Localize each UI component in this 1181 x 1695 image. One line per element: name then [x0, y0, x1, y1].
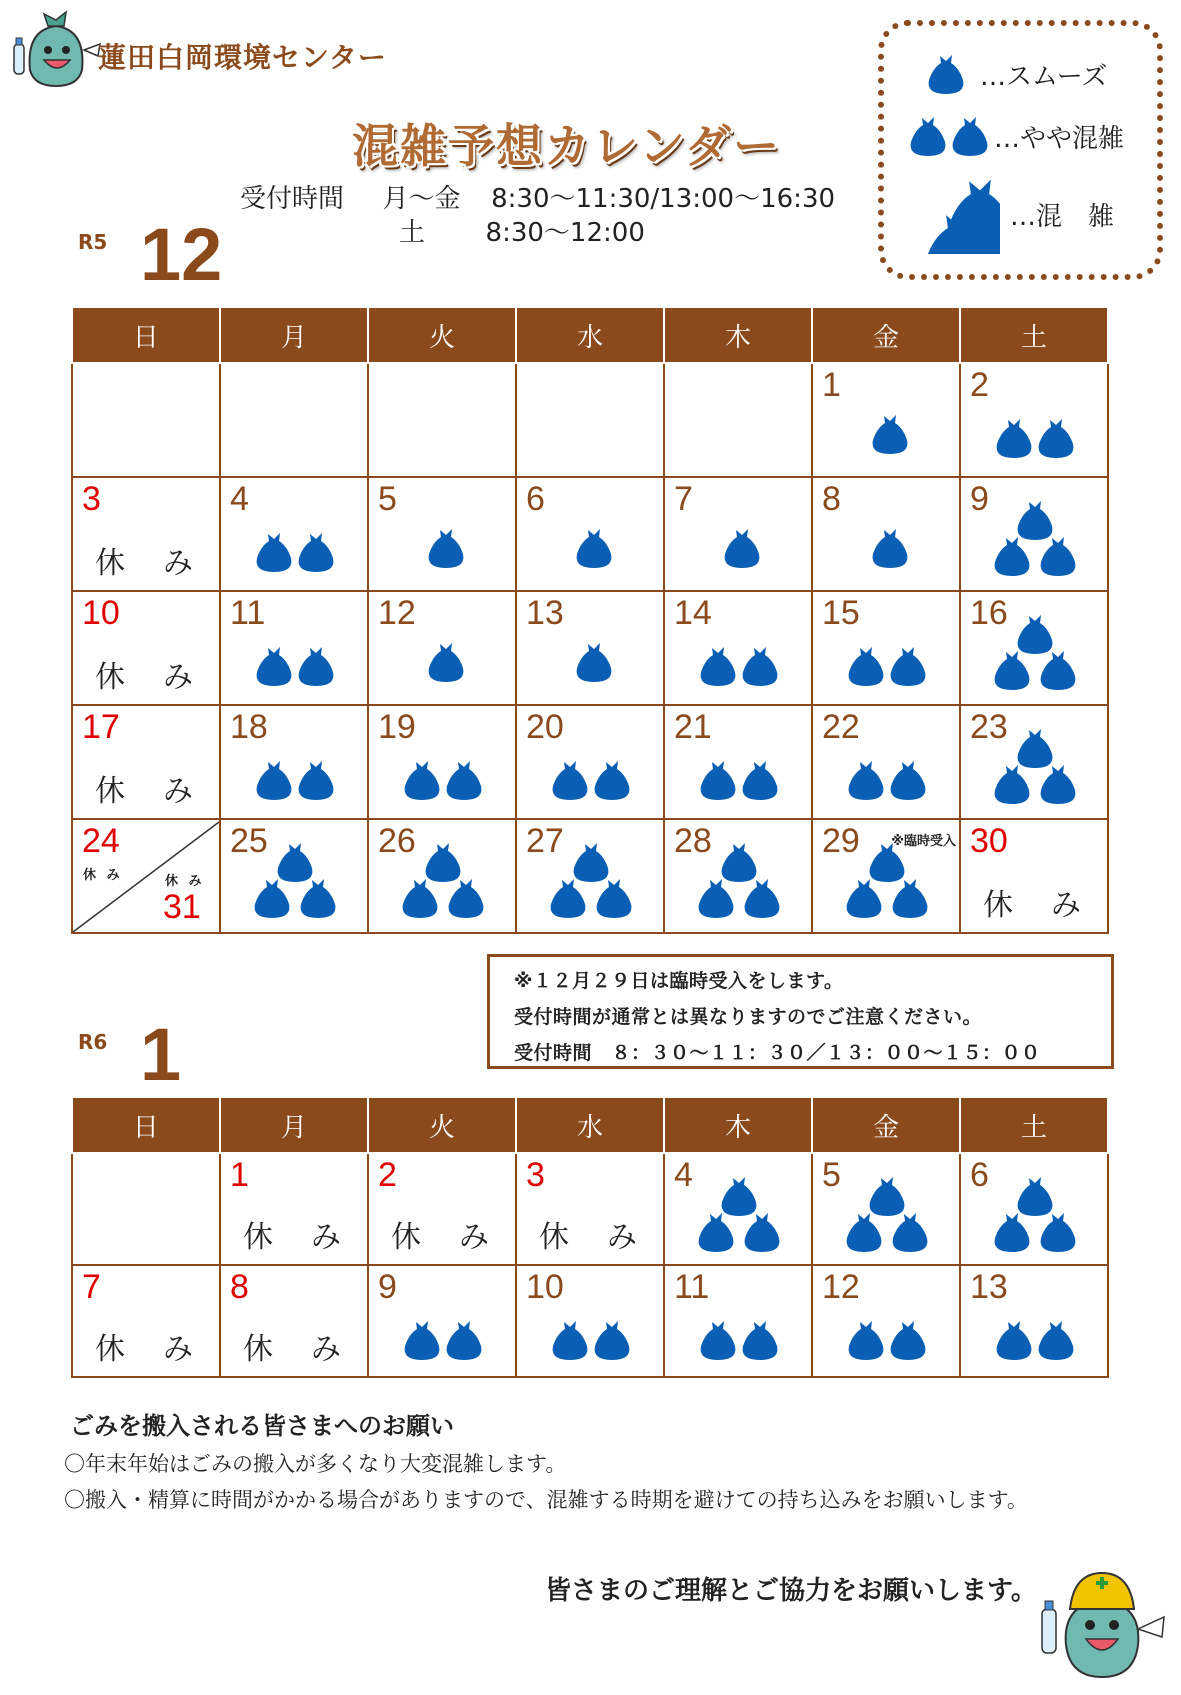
mascot-helmet [1040, 1565, 1170, 1690]
bag-icon [1018, 729, 1053, 768]
weekday-header: 火 [368, 307, 516, 363]
bag-icon [257, 647, 292, 686]
day-cell [516, 477, 664, 591]
day-number: 14 [674, 594, 712, 632]
day-cell [960, 705, 1108, 819]
bag-icon [429, 643, 464, 682]
closed-label: 休 み [95, 774, 197, 809]
week-row [72, 705, 1108, 819]
request-item: 〇搬入・精算に時間がかかる場合がありますので、混雑する時期を避けての持ち込みをお願いします。 [64, 1488, 1028, 1512]
bag-icon [745, 879, 780, 918]
day-cell [220, 819, 368, 933]
calendar-january [71, 1096, 1109, 1378]
request-item: 〇年末年始はごみの搬入が多くなり大変混雑します。 [64, 1452, 567, 1476]
day-cell [812, 363, 960, 477]
weekday-header: 水 [516, 307, 664, 363]
bag-icon [701, 761, 736, 800]
day-cell [368, 1153, 516, 1265]
bag-icon [893, 1213, 928, 1252]
day-number: 19 [378, 708, 416, 746]
bag-icon [847, 1213, 882, 1252]
hours-weekday-day: 月～金 [382, 184, 461, 214]
bag-icon [699, 879, 734, 918]
legend-smooth-label: …スムーズ [980, 61, 1108, 92]
day-number: 6 [526, 480, 545, 518]
day-cell [664, 477, 812, 591]
day-number: 5 [378, 480, 397, 518]
legend-smooth [926, 52, 1107, 96]
closed-label-small: 休 み [83, 868, 123, 883]
day-number: 29 [822, 822, 860, 860]
day-cell [368, 477, 516, 591]
bag-icon [1018, 615, 1053, 654]
closed-label: 休 み [539, 1220, 641, 1255]
bag-icon [701, 1321, 736, 1360]
week-row [72, 477, 1108, 591]
week-row [72, 1265, 1108, 1377]
hours-label: 受付時間 [240, 184, 345, 214]
day-number: 27 [526, 822, 564, 860]
bag-icon [926, 52, 966, 96]
org-name: 蓮田白岡環境センター [98, 41, 387, 74]
bag-icon [847, 879, 882, 918]
day-cell [516, 819, 664, 933]
day-number: 13 [526, 594, 564, 632]
bag-icon [553, 1321, 588, 1360]
bag-icon [597, 879, 632, 918]
day-number: 28 [674, 822, 712, 860]
day-number: 5 [822, 1156, 841, 1194]
weekday-header: 日 [72, 307, 220, 363]
day-number: 2 [378, 1156, 397, 1194]
bag-icon [950, 114, 990, 158]
bag-icon [595, 1321, 630, 1360]
closed-label: 休 み [391, 1220, 493, 1255]
day-number: 1 [230, 1156, 249, 1194]
day-number: 10 [526, 1268, 564, 1306]
bag-icon [995, 537, 1030, 576]
bag-icon [278, 843, 313, 882]
era-label: R6 [78, 1030, 108, 1054]
bag-icon [1039, 419, 1074, 458]
day-cell [812, 1265, 960, 1377]
day-number: 13 [970, 1268, 1008, 1306]
day-number: 20 [526, 708, 564, 746]
bag-icon [745, 1213, 780, 1252]
day-cell [812, 591, 960, 705]
era-label: R5 [78, 230, 108, 254]
day-cell [960, 591, 1108, 705]
weekday-header: 土 [960, 307, 1108, 363]
empty-cell [220, 363, 368, 477]
bag-icon [893, 879, 928, 918]
legend-somewhat [908, 114, 1124, 158]
month-number: 12 [140, 213, 223, 296]
mascot-logo [8, 10, 103, 90]
notice-box [487, 954, 1114, 1069]
day-cell [72, 477, 220, 591]
bag-icon [299, 533, 334, 572]
day-number: 4 [674, 1156, 693, 1194]
bag-icon [1041, 1213, 1076, 1252]
day-cell [812, 1153, 960, 1265]
bag-icon [257, 761, 292, 800]
notice-line: 受付時間 ８：３０～１１：３０／１３：００～１５：００ [514, 1042, 1041, 1064]
weekday-header: 土 [960, 1097, 1108, 1153]
day-number: 16 [970, 594, 1008, 632]
weekday-header: 木 [664, 1097, 812, 1153]
weekday-header: 日 [72, 1097, 220, 1153]
bag-icon [574, 843, 609, 882]
weekday-header: 月 [220, 307, 368, 363]
day-cell [220, 477, 368, 591]
empty-cell [664, 363, 812, 477]
day-number: 11 [230, 594, 266, 632]
day-number: 31 [163, 888, 201, 926]
day-number: 18 [230, 708, 268, 746]
bag-cluster-icon [910, 174, 1000, 254]
day-cell [664, 819, 812, 933]
notice-line: ※１２月２９日は臨時受入をします。 [514, 970, 844, 992]
day-cell [516, 591, 664, 705]
bag-icon [849, 1321, 884, 1360]
day-number: 21 [674, 708, 712, 746]
bag-icon [725, 529, 760, 568]
day-cell [960, 363, 1108, 477]
day-number: 8 [822, 480, 841, 518]
day-cell [220, 705, 368, 819]
bag-icon [743, 647, 778, 686]
bag-icon [405, 761, 440, 800]
day-number: 9 [970, 480, 989, 518]
day-number: 6 [970, 1156, 989, 1194]
hours-weekday [240, 178, 835, 215]
day-number: 26 [378, 822, 416, 860]
bag-icon [997, 1321, 1032, 1360]
bag-icon [299, 647, 334, 686]
bag-icon [595, 761, 630, 800]
day-cell [664, 591, 812, 705]
bag-icon [995, 651, 1030, 690]
day-number: 2 [970, 366, 989, 404]
hours-weekday-time: 8:30～11:30/13:00～16:30 [491, 184, 836, 214]
hours-saturday-day: 土 [399, 218, 426, 248]
weekday-header: 火 [368, 1097, 516, 1153]
day-number: 3 [82, 480, 101, 518]
day-cell [516, 705, 664, 819]
day-cell [516, 1265, 664, 1377]
day-cell [664, 1265, 812, 1377]
bag-icon [995, 1213, 1030, 1252]
day-cell [960, 1265, 1108, 1377]
day-number: 24 [82, 822, 120, 860]
legend-crowded-label: …混 雑 [1010, 201, 1115, 232]
bag-icon [908, 114, 948, 158]
bag-icon [891, 1321, 926, 1360]
day-number: 30 [970, 822, 1008, 860]
bag-icon [1041, 537, 1076, 576]
bag-icon [1018, 1177, 1053, 1216]
weekday-header-row [72, 1097, 1108, 1153]
day-cell [220, 591, 368, 705]
day-cell [368, 705, 516, 819]
bag-icon [405, 1321, 440, 1360]
closed-label: 休 み [243, 1220, 345, 1255]
bag-icon [447, 1321, 482, 1360]
bag-icon [577, 643, 612, 682]
week-row [72, 1153, 1108, 1265]
day-number: 8 [230, 1268, 249, 1306]
bag-icon [1018, 501, 1053, 540]
day-number: 25 [230, 822, 268, 860]
request-title: ごみを搬入される皆さまへのお願い [70, 1412, 454, 1440]
day-number: 15 [822, 594, 860, 632]
week-row [72, 591, 1108, 705]
day-number: 22 [822, 708, 860, 746]
calendar-december [71, 306, 1109, 934]
bag-icon [1041, 651, 1076, 690]
closed-label: 休 み [95, 1332, 197, 1367]
bag-icon [743, 761, 778, 800]
day-number: 4 [230, 480, 249, 518]
bag-icon [743, 1321, 778, 1360]
bag-icon [257, 533, 292, 572]
bag-icon [997, 419, 1032, 458]
day-cell [664, 705, 812, 819]
day-number: 11 [674, 1268, 710, 1306]
weekday-header: 金 [812, 307, 960, 363]
closed-label-small: 休 み [165, 874, 205, 889]
weekday-header: 水 [516, 1097, 664, 1153]
empty-cell [72, 363, 220, 477]
weekday-header: 木 [664, 307, 812, 363]
bag-icon [701, 647, 736, 686]
day-number: 12 [378, 594, 416, 632]
day-cell [220, 1265, 368, 1377]
day-cell [664, 1153, 812, 1265]
bag-icon [1041, 765, 1076, 804]
bag-icon [873, 415, 908, 454]
bag-icon [449, 879, 484, 918]
hours-saturday [399, 212, 645, 249]
day-cell [72, 819, 220, 933]
closed-label: 休 み [95, 546, 197, 581]
day-number: 1 [822, 366, 841, 404]
day-number: 12 [822, 1268, 860, 1306]
day-cell [220, 1153, 368, 1265]
day-cell [812, 477, 960, 591]
day-number: 17 [82, 708, 120, 746]
day-cell [960, 1153, 1108, 1265]
bag-icon [255, 879, 290, 918]
day-cell [72, 1265, 220, 1377]
bag-icon [891, 647, 926, 686]
day-cell [72, 591, 220, 705]
empty-cell [516, 363, 664, 477]
day-cell [960, 477, 1108, 591]
month-number: 1 [140, 1013, 182, 1096]
bag-icon [299, 761, 334, 800]
bag-icon [995, 765, 1030, 804]
bag-icon [722, 1177, 757, 1216]
bag-icon [551, 879, 586, 918]
bag-icon [429, 529, 464, 568]
bag-icon [849, 647, 884, 686]
day-cell [960, 819, 1108, 933]
bag-icon [870, 1177, 905, 1216]
page-title: 混雑予想カレンダー [352, 119, 782, 173]
legend-crowded [910, 174, 1114, 254]
week-row [72, 819, 1108, 933]
day-cell [812, 819, 960, 933]
notice-line: 受付時間が通常とは異なりますのでご注意ください。 [514, 1006, 983, 1028]
bag-icon [873, 529, 908, 568]
weekday-header-row [72, 307, 1108, 363]
day-number: 7 [674, 480, 693, 518]
bag-icon [891, 761, 926, 800]
bag-icon [426, 843, 461, 882]
day-cell [516, 1153, 664, 1265]
closing-message: 皆さまのご理解とご協力をお願いします。 [545, 1576, 1037, 1606]
bag-icon [577, 529, 612, 568]
bag-icon [553, 761, 588, 800]
bag-icon [447, 761, 482, 800]
closed-label: 休 み [243, 1332, 345, 1367]
bag-icon [403, 879, 438, 918]
bag-icon [699, 1213, 734, 1252]
closed-label: 休 み [95, 660, 197, 695]
bag-icon [301, 879, 336, 918]
bag-icon [722, 843, 757, 882]
hours-saturday-time: 8:30～12:00 [485, 218, 645, 248]
day-cell [368, 1265, 516, 1377]
bag-icon [1039, 1321, 1074, 1360]
day-number: 10 [82, 594, 120, 632]
special-note: ※臨時受入 [891, 834, 956, 849]
legend [878, 20, 1163, 280]
empty-cell [368, 363, 516, 477]
day-number: 23 [970, 708, 1008, 746]
day-cell [812, 705, 960, 819]
empty-cell [72, 1153, 220, 1265]
week-row [72, 363, 1108, 477]
day-cell [368, 591, 516, 705]
weekday-header: 金 [812, 1097, 960, 1153]
day-number: 9 [378, 1268, 397, 1306]
day-cell [368, 819, 516, 933]
day-number: 7 [82, 1268, 101, 1306]
bag-icon [849, 761, 884, 800]
closed-label: 休 み [983, 888, 1085, 923]
day-cell [72, 705, 220, 819]
legend-somewhat-label: …やや混雑 [994, 123, 1125, 154]
day-number: 3 [526, 1156, 545, 1194]
weekday-header: 月 [220, 1097, 368, 1153]
